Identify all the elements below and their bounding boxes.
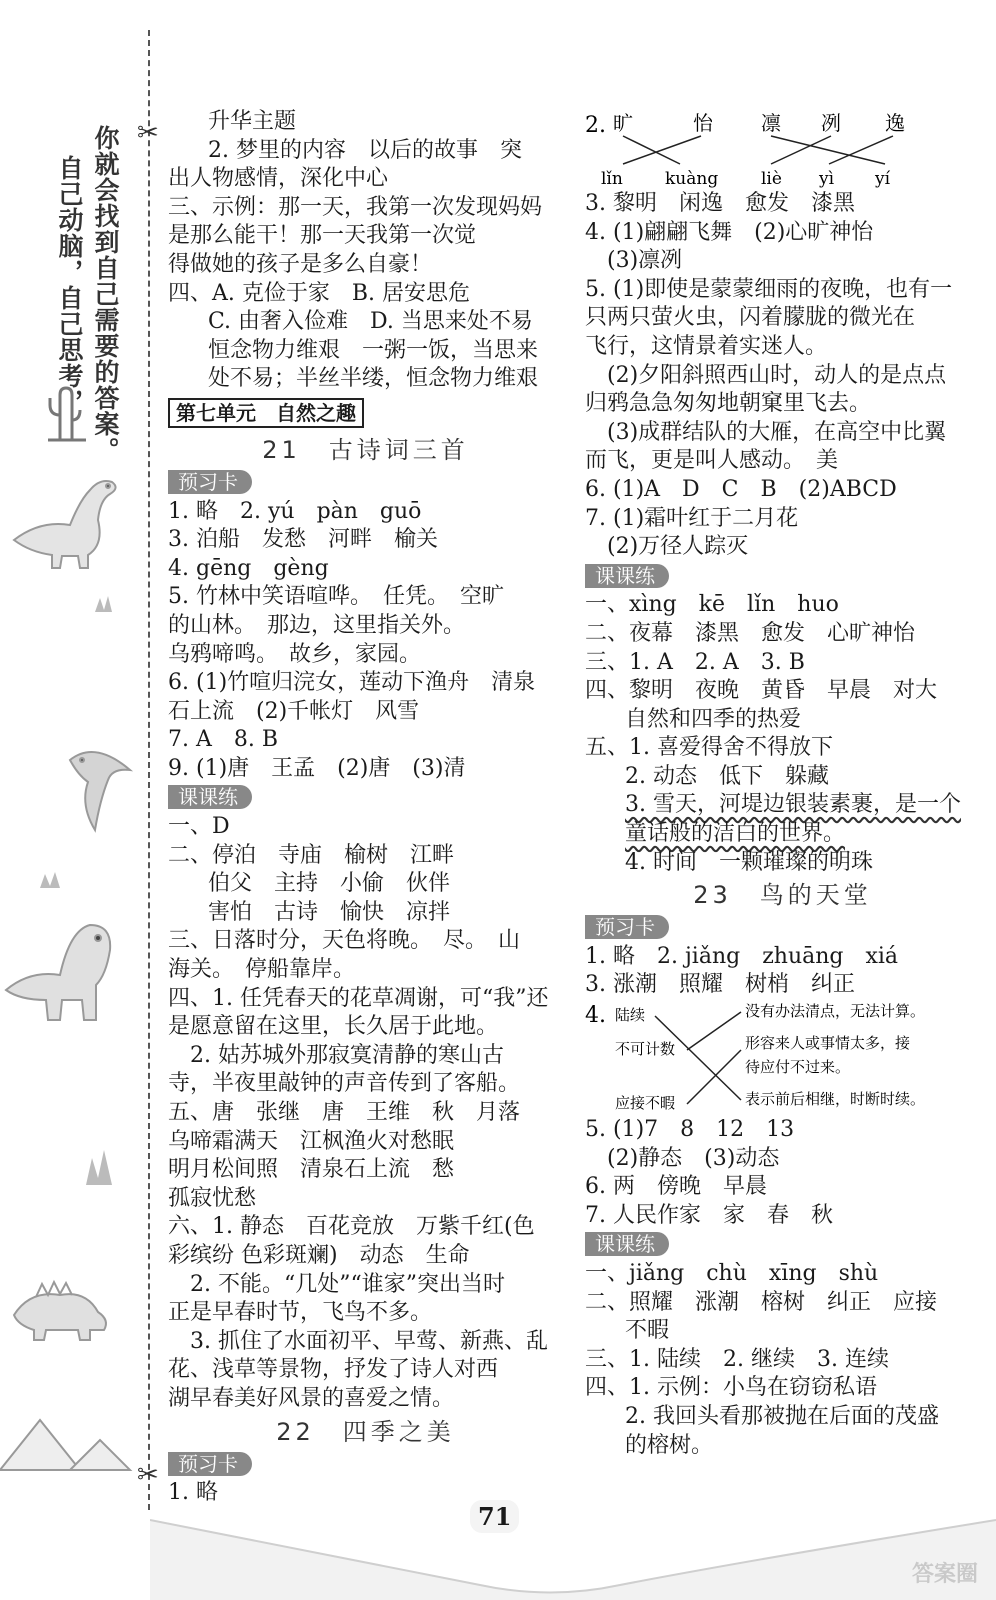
match-pinyin: yì <box>819 169 835 189</box>
answer-line: 5. (1)即使是蒙蒙细雨的夜晚，也有一 <box>585 276 953 302</box>
answer-line: 的榕树。 <box>625 1432 714 1458</box>
lesson-title: 22 四季之美 <box>276 1417 455 1446</box>
answer-line: 6. (1)A D C B (2)ABCD <box>585 476 897 502</box>
section-tag-practice: 课课练 <box>585 564 669 588</box>
answer-line: 得做她的孩子是多么自豪！ <box>168 251 433 277</box>
dinosaur-icon <box>6 925 110 1020</box>
answer-line: 2. 动态 低下 躲藏 <box>625 763 829 789</box>
answer-line: 2. 我回头看那被抛在后面的茂盛 <box>625 1403 939 1429</box>
section-tag-preview: 预习卡 <box>168 470 252 494</box>
answer-line: 花、浅草等景物，抒发了诗人对西 <box>168 1357 499 1383</box>
match-definition: 表示前后相继，时断时续。 <box>745 1090 926 1109</box>
answer-line: 海关。 停船靠岸。 <box>168 957 356 983</box>
answer-line: 三、示例：那一天，我第一次发现妈妈 <box>168 194 543 220</box>
answer-line: 是那么能干！那一天我第一次觉 <box>168 223 477 249</box>
page-number: 71 <box>470 1500 519 1533</box>
answer-line: 一、xìng kē lǐn huo <box>585 592 839 618</box>
answer-line: 乌鸦啼鸣。 故乡，家园。 <box>168 641 422 667</box>
match-label: 2. <box>585 113 606 138</box>
match-definition: 没有办法清点，无法计算。 <box>745 1002 926 1021</box>
answer-line: 1. 略 <box>168 1480 218 1506</box>
match-char: 冽 <box>821 111 841 135</box>
answer-line: C. 由奢入俭难 D. 当思来处不易 <box>208 309 533 335</box>
margin-illustrations <box>0 0 150 1500</box>
answer-line: 四、1. 任凭春天的花草凋谢，可“我”还 <box>168 985 549 1011</box>
answer-line: 6. 两 傍晚 早晨 <box>585 1174 767 1200</box>
answer-line: 三、日落时分，天色将晚。 尽。 山 <box>168 928 521 954</box>
lesson-title: 21 古诗词三首 <box>262 435 469 464</box>
answer-line: (2)万径人踪灭 <box>607 534 749 560</box>
match-label: 4. <box>585 1003 606 1029</box>
answer-line: 出人物感情，深化中心 <box>168 166 389 192</box>
match-definition: 待应付不过来。 <box>745 1058 851 1077</box>
mountain-icon <box>0 1420 130 1470</box>
answer-line: 一、jiǎng chù xīng shù <box>585 1261 879 1286</box>
answer-line: 三、1. A 2. A 3. B <box>585 649 805 675</box>
match-word: 不可计数 <box>615 1040 676 1059</box>
answer-line: 1. 略 2. yú pàn guō <box>168 498 422 524</box>
grass-icon <box>40 596 112 1185</box>
answer-line: 害怕 古诗 愉快 凉拌 <box>208 899 451 925</box>
answer-line: 孤寂忧愁 <box>168 1185 257 1211</box>
answer-line: 2. 不能。“几处”“谁家”突出当时 <box>190 1271 505 1297</box>
match-pinyin: yí <box>875 169 891 189</box>
match-char: 旷 <box>613 111 633 135</box>
answer-line: 7. (1)霜叶红于二月花 <box>585 505 799 531</box>
answer-line: 3. 涨潮 照耀 树梢 纠正 <box>585 972 855 998</box>
answer-line: 是愿意留在这里，长久居于此地。 <box>168 1014 499 1040</box>
answer-line: 二、夜幕 漆黑 愈发 心旷神怡 <box>585 620 916 646</box>
lesson-title: 23 鸟的天堂 <box>693 881 872 910</box>
page-margin <box>0 0 159 1600</box>
answer-line: 3. 雪天，河堤边银装素裹，是一个 <box>625 792 961 818</box>
answer-line: 5. (1)7 8 12 13 <box>585 1117 795 1143</box>
answer-line: 寺，半夜里敲钟的声音传到了客船。 <box>168 1071 521 1097</box>
answer-line: 4. 时间 一颗璀璨的明珠 <box>625 849 873 875</box>
answer-line: 童话般的洁白的世界。 <box>625 821 846 847</box>
answer-line: (2)静态 (3)动态 <box>607 1145 780 1171</box>
answer-line: 升华主题 <box>208 109 297 134</box>
answer-line: 飞行，这情景着实迷人。 <box>585 333 828 359</box>
answer-line: 2. 姑苏城外那寂寞清静的寒山古 <box>190 1042 504 1068</box>
answer-line: (2)夕阳斜照西山时，动人的是点点 <box>607 362 947 388</box>
section-tag-preview: 预习卡 <box>585 915 669 939</box>
match-definition: 形容来人或事情太多，接 <box>745 1034 911 1053</box>
answer-line: (3)成群结队的大雁，在高空中比翼 <box>607 419 947 445</box>
answer-line: 乌啼霜满天 江枫渔火对愁眠 <box>168 1128 455 1154</box>
answer-line: 二、停泊 寺庙 榆树 江畔 <box>168 842 455 868</box>
pterodactyl-icon <box>70 752 130 830</box>
scissors-icon: ✂ <box>137 118 159 148</box>
answer-line: 四、1. 示例：小鸟在窃窃私语 <box>585 1375 877 1401</box>
cactus-icon <box>48 388 86 440</box>
answer-line: 处不易；半丝半缕，恒念物力维艰 <box>208 366 539 392</box>
match-char: 逸 <box>885 111 905 135</box>
dinosaur-icon <box>14 481 116 568</box>
answer-line: 6. (1)竹喧归浣女，莲动下渔舟 清泉 <box>168 670 536 696</box>
slogan-column-1: 你就会找到自己需要的答案。 <box>91 125 120 463</box>
answer-line: 7. A 8. B <box>168 727 279 753</box>
bottom-decoration <box>150 1490 996 1600</box>
match-pinyin: liè <box>761 169 782 189</box>
scissors-icon: ✂ <box>137 1460 159 1490</box>
answer-line: 4. (1)翩翩飞舞 (2)心旷神怡 <box>585 219 874 245</box>
right-column <box>585 108 980 1460</box>
answer-line: 的山林。 那边，这里指关外。 <box>168 612 466 638</box>
answer-line: 只两只萤火虫，闪着朦胧的微光在 <box>585 305 916 331</box>
answer-line: 伯父 主持 小偷 伙伴 <box>208 871 451 897</box>
answer-line: 三、1. 陆续 2. 继续 3. 连续 <box>585 1346 889 1372</box>
answer-line: 五、唐 张继 唐 王维 秋 月落 <box>168 1100 521 1125</box>
answer-line: 恒念物力维艰 一粥一饭，当思来 <box>208 337 539 363</box>
answer-line: 自然和四季的热爱 <box>625 706 802 732</box>
match-char: 怡 <box>693 111 713 135</box>
answer-line: 3. 黎明 闲逸 愈发 漆黑 <box>585 191 855 216</box>
section-tag-preview: 预习卡 <box>168 1452 252 1476</box>
unit-heading: 第七单元 自然之趣 <box>168 398 364 428</box>
slogan-column-2: 自己动脑，自己思考， <box>55 155 84 415</box>
answer-line: 正是早春时节，飞鸟不多。 <box>168 1300 433 1326</box>
match-char: 凛 <box>761 111 781 135</box>
match-pinyin: lǐn <box>601 169 623 189</box>
watermark-logo: 答案圈 <box>911 1562 978 1587</box>
dinosaur-icon <box>14 1282 106 1340</box>
left-column <box>168 108 563 1508</box>
answer-line: 不暇 <box>625 1318 670 1344</box>
answer-line: 湖早春美好风景的喜爱之情。 <box>168 1385 455 1411</box>
answer-line: 四、A. 克俭于家 B. 居安思危 <box>168 280 471 306</box>
answer-line: 归鸦急急匆匆地朝窠里飞去。 <box>585 391 872 417</box>
match-word: 陆续 <box>615 1006 646 1025</box>
answer-line: 1. 略 2. jiǎng zhuāng xiá <box>585 943 899 969</box>
match-word: 应接不暇 <box>615 1094 676 1113</box>
answer-line: 9. (1)唐 王孟 (2)唐 (3)清 <box>168 755 466 781</box>
answer-line: 二、照耀 涨潮 榕树 纠正 应接 <box>585 1289 938 1315</box>
answer-line: 3. 泊船 发愁 河畔 榆关 <box>168 527 438 553</box>
idiom-matching-diagram <box>585 1000 980 1116</box>
answer-line: 一、D <box>168 814 230 840</box>
answer-line: 3. 抓住了水面初平、早莺、新燕、乱 <box>190 1328 548 1354</box>
answer-line: 明月松间照 清泉石上流 愁 <box>168 1157 455 1183</box>
answer-line: 2. 梦里的内容 以后的故事 突 <box>208 137 522 163</box>
answer-line: 7. 人民作家 家 春 秋 <box>585 1202 833 1228</box>
pinyin-matching-diagram <box>585 108 980 190</box>
answer-line: 石上流 (2)千帐灯 风雪 <box>168 698 420 724</box>
answer-line: 5. 竹林中笑语喧哗。 任凭。 空旷 <box>168 584 504 610</box>
answer-line: 4. gēng gèng <box>168 555 329 581</box>
answer-line: 四、黎明 夜晚 黄昏 早晨 对大 <box>585 678 938 704</box>
section-tag-practice: 课课练 <box>585 1232 669 1256</box>
match-pinyin: kuàng <box>665 169 719 189</box>
section-tag-practice: 课课练 <box>168 785 252 809</box>
answer-line: 彩缤纷 色彩斑斓) 动态 生命 <box>168 1242 470 1268</box>
answer-line: 而飞，更是叫人感动。 美 <box>585 448 839 474</box>
answer-line: 六、1. 静态 百花竞放 万紫千红(色 <box>168 1214 535 1240</box>
answer-line: 五、1. 喜爱得舍不得放下 <box>585 735 833 761</box>
answer-line: (3)凛冽 <box>607 248 683 274</box>
